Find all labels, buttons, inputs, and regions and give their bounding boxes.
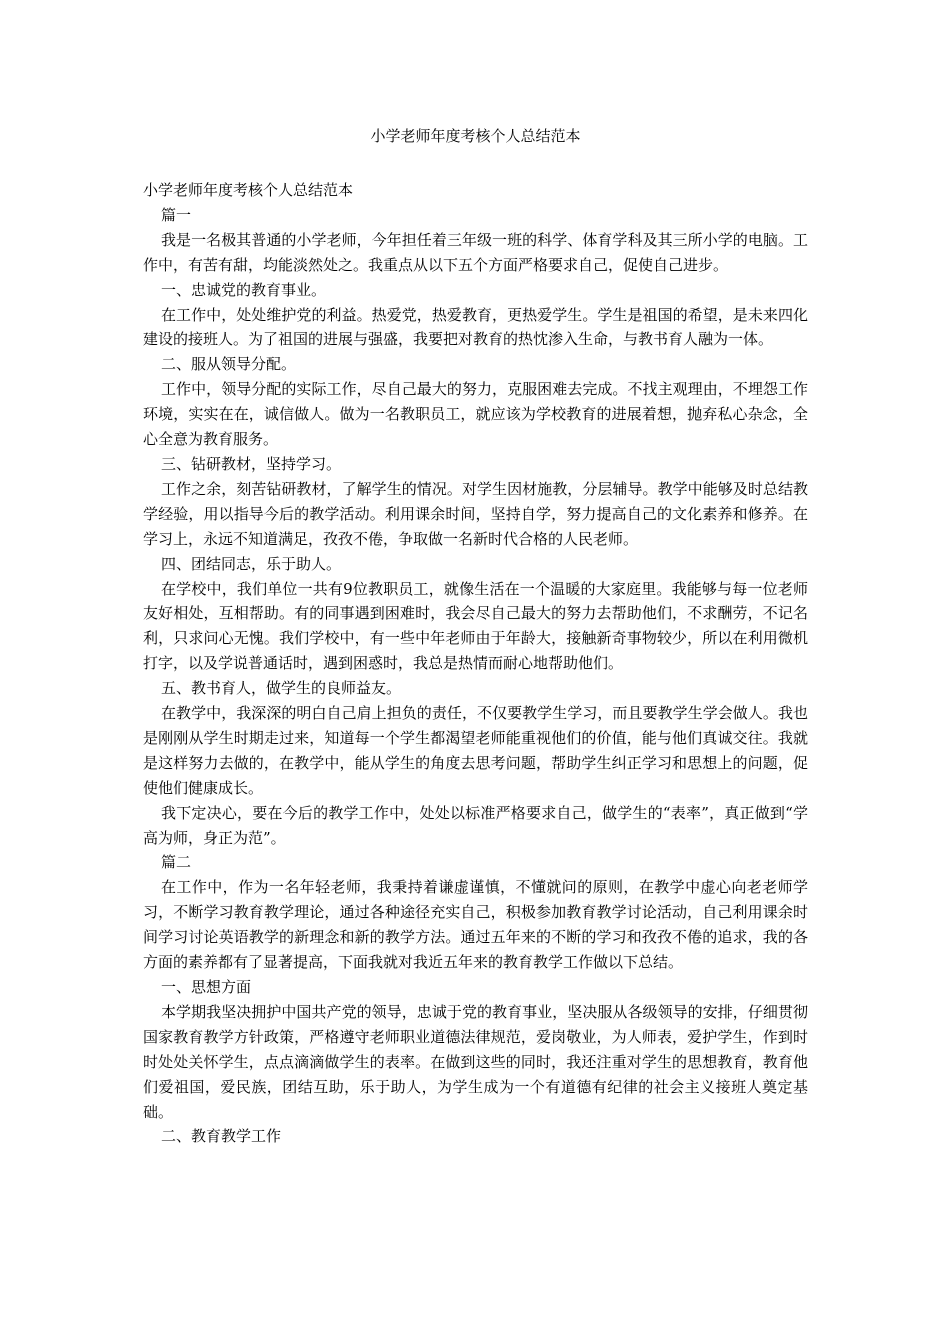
section-heading: 二、服从领导分配。	[161, 355, 297, 374]
section-heading-part-two: 篇二	[161, 853, 192, 872]
body-paragraph: 在学校中，我们单位一共有9位教职员工，就像生活在一个温暖的大家庭里。我能够与每一位老师友好相处，互相帮助。有的同事遇到困难时，我会尽自己最大的努力去帮助他们，不求酬劳，不记名利，只求问心无愧。我们学校中，有一些中年老师由于年龄大，接触新奇事物较少，所以在利用微机打字，以及学说普通话时，遇到困惑时，我总是热情而耐心地帮助他们。	[143, 579, 808, 673]
subtitle-paragraph: 小学老师年度考核个人总结范本	[143, 181, 354, 199]
section-heading: 一、思想方面	[161, 978, 252, 996]
body-paragraph: 我下定决心，要在今后的教学工作中，处处以标准严格要求自己，做学生的“表率”，真正做到“学高为师，身正为范”。	[143, 803, 808, 847]
body-paragraph: 工作之余，刻苦钻研教材，了解学生的情况。对学生因材施教，分层辅导。教学中能够及时总结教学经验，用以指导今后的教学活动。利用课余时间，坚持自学，努力提高自己的文化素养和修养。在学习上，永远不知道满足，孜孜不倦，争取做一名新时代合格的人民老师。	[143, 479, 808, 548]
body-paragraph: 我是一名极其普通的小学老师，今年担任着三年级一班的科学、体育学科及其三所小学的电脑。工作中，有苦有甜，均能淡然处之。我重点从以下五个方面严格要求自己，促使自己进步。	[143, 230, 808, 274]
body-paragraph: 本学期我坚决拥护中国共产党的领导，忠诚于党的教育事业，坚决服从各级领导的安排，仔细贯彻国家教育教学方针政策，严格遵守老师职业道德法律规范，爱岗敬业，为人师表，爱护学生，作到时时处处关怀学生，点点滴滴做学生的表率。在做到这些的同时，我还注重对学生的思想教育，教育他们爱祖国，爱民族，团结互助，乐于助人，为学生成为一个有道德有纪律的社会主义接班人奠定基础。	[143, 1002, 808, 1121]
body-paragraph: 在教学中，我深深的明白自己肩上担负的责任，不仅要教学生学习，而且要教学生学会做人。我也是刚刚从学生时期走过来，知道每一个学生都渴望老师能重视他们的价值，能与他们真诚交往。我就是这样努力去做的，在教学中，能从学生的角度去思考问题，帮助学生纠正学习和思想上的问题，促使他们健康成长。	[143, 704, 808, 797]
document-page	[143, 124, 808, 1149]
body-paragraph: 工作中，领导分配的实际工作，尽自己最大的努力，克服困难去完成。不找主观理由，不埋怨工作环境，实实在在，诚信做人。做为一名教职员工，就应该为学校教育的进展着想，抛弃私心杂念，全心全意为教育服务。	[143, 380, 808, 449]
body-paragraph: 在工作中，作为一名年轻老师，我秉持着谦虚谨慎，不懂就问的原则，在教学中虚心向老老师学习，不断学习教育教学理论，通过各种途径充实自己，积极参加教育教学讨论活动，自己利用课余时间学习讨论英语教学的新理念和新的教学方法。通过五年来的不断的学习和孜孜不倦的追求，我的各方面的素养都有了显著提高，下面我就对我近五年来的教育教学工作做以下总结。	[143, 878, 808, 972]
body-paragraph: 在工作中，处处维护党的利益。热爱党，热爱教育，更热爱学生。学生是祖国的希望，是未来四化建设的接班人。为了祖国的进展与强盛，我要把对教育的热忱渗入生命，与教书育人融为一体。	[143, 305, 808, 349]
section-heading: 四、团结同志，乐于助人。	[161, 554, 342, 573]
section-heading: 三、钻研教材，坚持学习。	[161, 454, 342, 473]
section-heading: 二、教育教学工作	[161, 1127, 282, 1146]
section-heading: 五、教书育人，做学生的良师益友。	[161, 679, 402, 698]
document-body	[143, 178, 808, 1149]
document-title: 小学老师年度考核个人总结范本	[370, 127, 581, 145]
section-heading: 一、忠诚党的教育事业。	[161, 280, 327, 299]
section-heading-part-one: 篇一	[161, 205, 192, 224]
